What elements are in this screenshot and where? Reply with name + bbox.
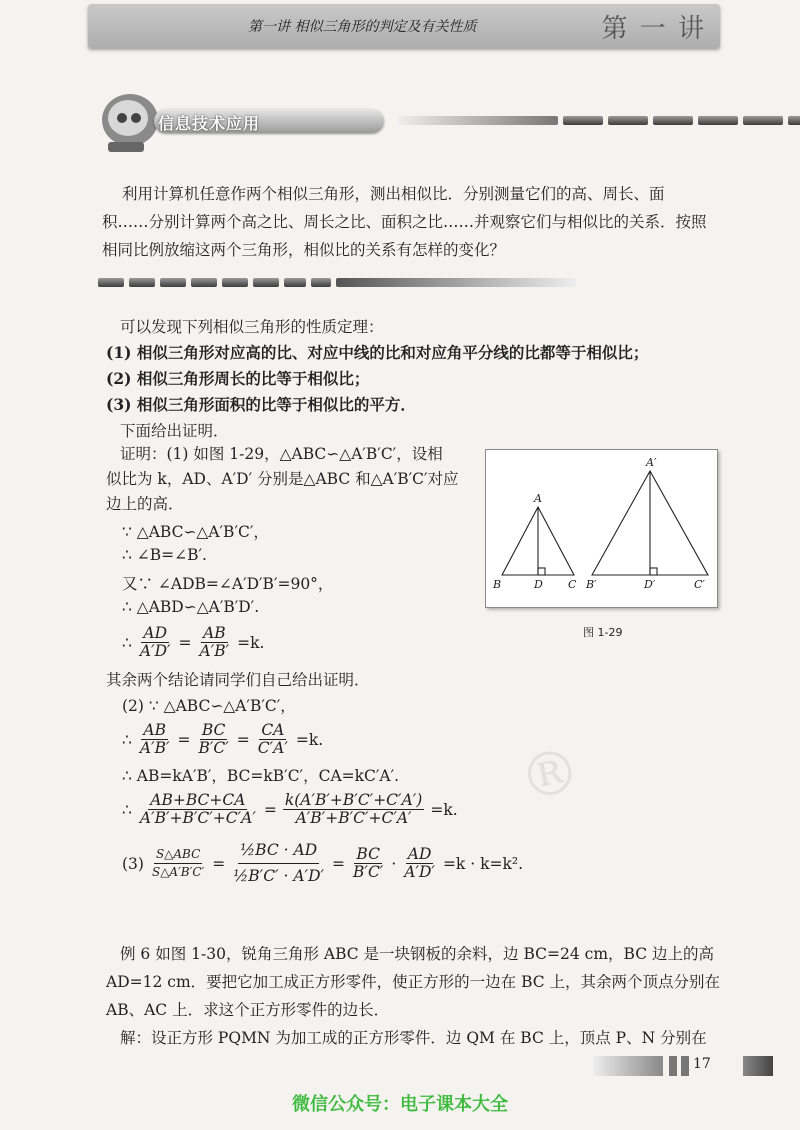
- banner-dashes: [398, 116, 800, 125]
- proof-2-expand: ∴ AB=kA′B′，BC=kB′C′，CA=kC′A′.: [122, 767, 400, 785]
- proof-2-line: (2) ∵ △ABC∽△A′B′C′，: [122, 697, 296, 715]
- header-title: 第一讲 相似三角形的判定及有关性质: [248, 19, 477, 35]
- example-line: AB、AC 上．求这个正方形零件的边长．: [106, 1001, 390, 1019]
- fraction: $\frac{AB}{A'B'}$: [199, 624, 230, 660]
- section-banner: [98, 84, 728, 164]
- intro-line: 利用计算机任意作两个相似三角形，测出相似比．分别测量它们的高、周长、面: [122, 185, 665, 203]
- example-line: 解：设正方形 PQMN 为加工成的正方形零件．边 QM 在 BC 上，顶点 P、N 分别在: [120, 1029, 707, 1047]
- header-lecture: 第 一 讲: [601, 14, 706, 44]
- fraction: $\frac{AD}{A'D'}$: [139, 624, 171, 660]
- similar-triangles-diagram: [486, 450, 717, 607]
- label-C-prime: C′: [694, 578, 705, 591]
- label-C: C: [568, 578, 577, 591]
- label-A: A: [534, 492, 542, 505]
- step-2: ∴ ∠B=∠B′.: [122, 546, 207, 564]
- label-A-prime: A′: [646, 456, 657, 469]
- intro-line: 相同比例放缩这两个三角形，相似比的关系有怎样的变化？: [102, 241, 506, 259]
- page-header: [88, 4, 720, 48]
- proof-paragraph: [106, 442, 481, 517]
- footer-text: 微信公众号：电子课本大全: [292, 1094, 508, 1115]
- step-4: ∴ △ABD∽△A′B′D′.: [122, 598, 260, 616]
- step-5: ∴ $\frac{AD}{A'D'}$ = $\frac{AB}{A'B'}$ =k.: [122, 624, 265, 660]
- theorem-3: (3) 相似三角形面积的比等于相似比的平方．: [106, 395, 416, 414]
- therefore-sign: ∴: [122, 633, 132, 652]
- example-line: AD=12 cm．要把它加工成正方形零件，使正方形的一边在 BC 上，其余两个顶点分别在: [106, 973, 721, 991]
- proof-intro: 下面给出证明．: [120, 422, 229, 440]
- separator-dashes: [98, 278, 576, 287]
- step-1: ∵ △ABC∽△A′B′C′，: [122, 523, 269, 541]
- page-number: 17: [693, 1056, 711, 1072]
- step-3: 又∵ ∠ADB=∠A′D′B′=90°，: [122, 575, 334, 593]
- example-6: [106, 940, 746, 1052]
- proof-line: 似比为 k，AD、A′D′ 分别是△ABC 和△A′B′C′对应: [106, 470, 459, 488]
- watermark: ®: [513, 734, 587, 816]
- theorem-intro: 可以发现下列相似三角形的性质定理：: [120, 318, 384, 336]
- intro-line: 积……分别计算两个高之比、周长之比、面积之比……并观察它们与相似比的关系．按照: [102, 213, 707, 231]
- theorem-1: (1) 相似三角形对应高的比、对应中线的比和对应角平分线的比都等于相似比；: [106, 343, 649, 362]
- proof-line: 边上的高．: [106, 495, 184, 513]
- rest-note: 其余两个结论请同学们自己给出证明．: [106, 671, 370, 689]
- proof-2-ratios: ∴ $\frac{AB}{A'B'}$ = $\frac{BC}{B'C'}$ = $\frac{CA}{C'A'}$ =k.: [122, 721, 324, 757]
- label-B: B: [493, 578, 502, 591]
- label-D-prime: D′: [644, 578, 656, 591]
- section-title: 信息技术应用: [158, 114, 261, 133]
- intro-paragraph: [102, 180, 722, 264]
- label-D: D: [534, 578, 543, 591]
- example-line: 例 6 如图 1-30，锐角三角形 ABC 是一块钢板的余料，边 BC=24 cm，BC 边上的高: [120, 945, 714, 963]
- figure-caption: 图 1-29: [583, 626, 623, 639]
- proof-3-area: (3) $\frac{\text{S△ABC}}{S\triangle A'B'C'}$ = $\frac{\text{½BC · AD}}{\text{½B′C′ · A′D′}}$ = $\frac{BC}{B'C'}$ · $\frac{AD}{A'D'}$ =k · k=k².: [122, 838, 523, 889]
- proof-2-sum: ∴ $\frac{AB+BC+CA}{A'B'+B'C'+C'A'}$ = $\frac{k(A'B'+B'C'+C'A')}{A'B'+B'C'+C'A'}$ =k.: [122, 791, 458, 827]
- figure-1-29: [485, 449, 718, 608]
- label-B-prime: B′: [586, 578, 597, 591]
- proof-line: 证明：(1) 如图 1-29，△ABC∽△A′B′C′，设相: [120, 445, 443, 463]
- theorem-2: (2) 相似三角形周长的比等于相似比；: [106, 369, 370, 388]
